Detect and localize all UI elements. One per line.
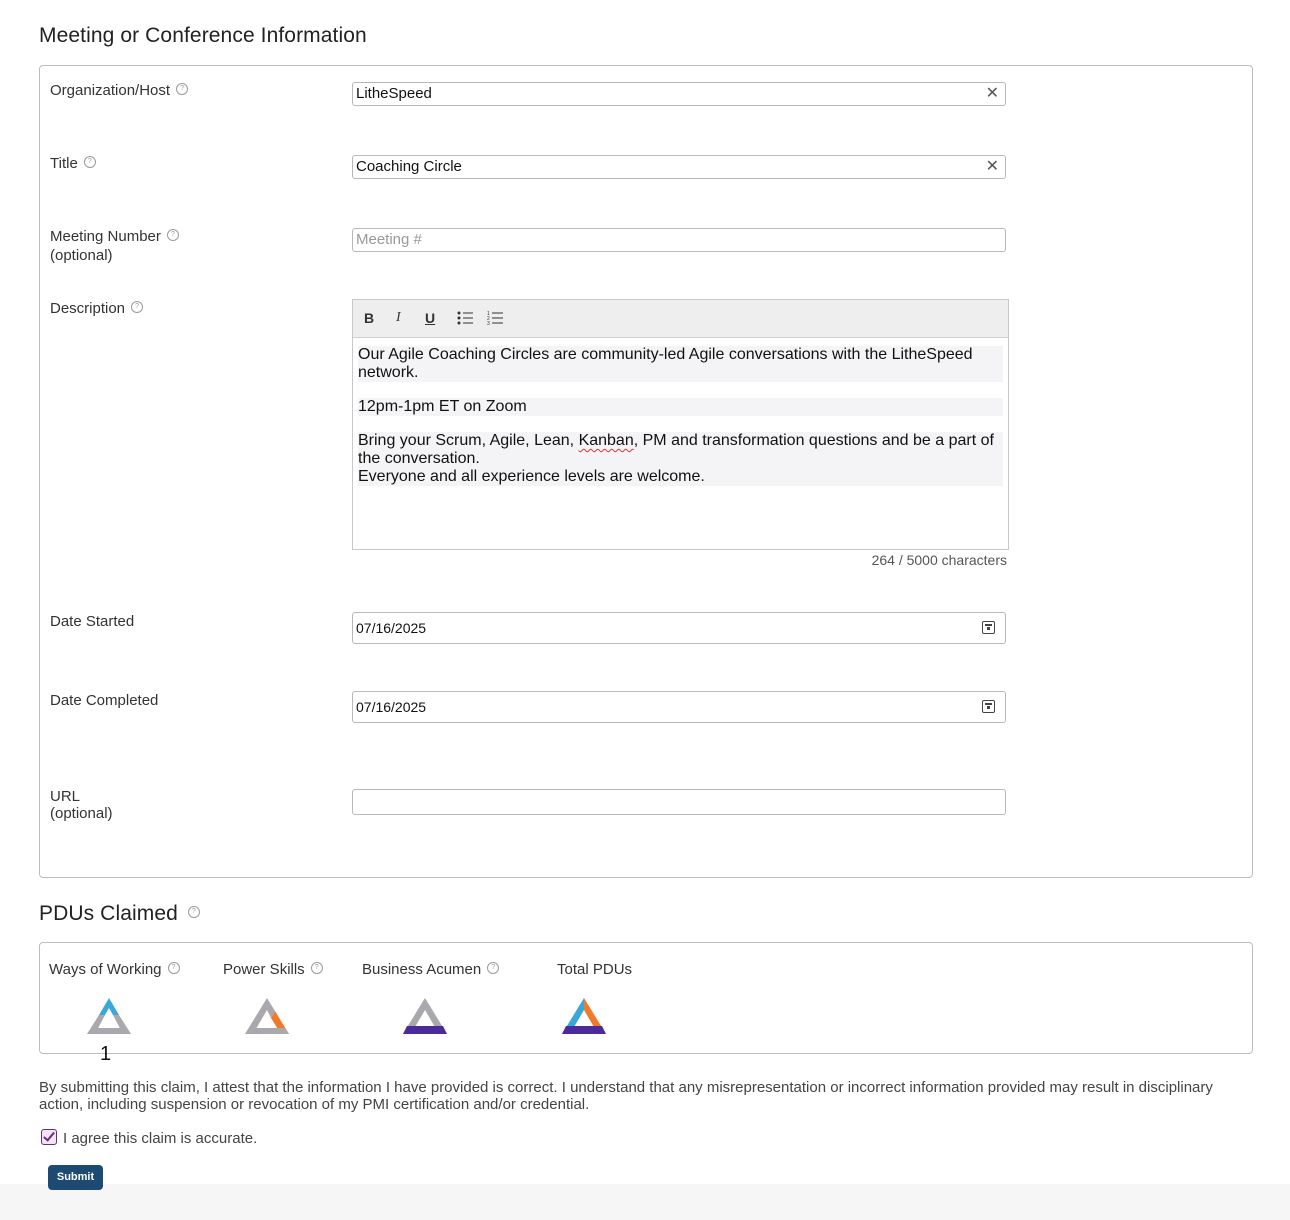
meeting-number-label-text: Meeting Number: [50, 228, 161, 245]
calendar-icon[interactable]: [982, 700, 995, 713]
ways-of-working-text: Ways of Working: [49, 961, 162, 978]
calendar-icon[interactable]: [982, 621, 995, 634]
pdus-title-text: PDUs Claimed: [39, 902, 178, 925]
ways-of-working-label: [49, 961, 180, 978]
pdu-panel: [39, 942, 1253, 1065]
meeting-number-placeholder: Meeting #: [356, 231, 422, 248]
svg-text:2: 2: [487, 316, 490, 322]
meeting-info-panel: [39, 65, 1253, 878]
bullet-list-button[interactable]: [457, 311, 473, 328]
description-editor[interactable]: [352, 299, 1009, 550]
description-paragraph: [358, 432, 1003, 486]
clear-icon[interactable]: ✕: [985, 85, 999, 102]
misspelled-word: Kanban: [578, 432, 634, 449]
date-started-label: Date Started: [50, 613, 135, 630]
agree-checkbox[interactable]: [41, 1129, 57, 1145]
attestation-text: By submitting this claim, I attest that the information I have provided is correct. I understand that any misrepresentation or incorrect information provided may result in disciplinary action, including suspension or revocation of my PMI certification and/or credential.: [39, 1079, 1213, 1113]
editor-toolbar: [353, 300, 1008, 338]
clear-icon[interactable]: ✕: [985, 158, 999, 175]
meeting-number-label: [50, 227, 179, 265]
numbered-list-icon: [487, 311, 503, 325]
title-label: [50, 154, 96, 173]
bullet-list-icon: [457, 311, 473, 325]
underline-button[interactable]: U: [425, 310, 436, 326]
power-skills-label: [223, 961, 323, 978]
total-pdus-label: Total PDUs: [557, 961, 633, 978]
power-skills-triangle-icon: [245, 996, 289, 1036]
description-text: Bring your Scrum, Agile, Lean,: [358, 432, 579, 449]
business-acumen-text: Business Acumen: [362, 961, 482, 978]
description-text: , PM and transformation questions and be a part of the conversation.: [358, 432, 994, 467]
power-skills-text: Power Skills: [223, 961, 305, 978]
meeting-number-input[interactable]: [352, 228, 1006, 252]
help-icon[interactable]: ?: [487, 962, 499, 974]
description-label-text: Description: [50, 300, 126, 317]
title-label-text: Title: [50, 155, 78, 172]
editor-content[interactable]: [353, 338, 1008, 486]
description-text: Everyone and all experience levels are welcome.: [358, 468, 705, 485]
date-started-input[interactable]: [352, 612, 1006, 644]
description-paragraph: 12pm-1pm ET on Zoom: [358, 398, 1003, 416]
ways-of-working-value: 1: [100, 1043, 112, 1065]
url-label-text: URL: [50, 788, 81, 805]
url-input[interactable]: [352, 789, 1006, 815]
url-label: [50, 788, 113, 822]
optional-text: (optional): [50, 247, 113, 264]
title-value: Coaching Circle: [356, 158, 462, 175]
section-title-pdus: [39, 902, 200, 926]
help-icon[interactable]: ?: [311, 962, 323, 974]
svg-text:1: 1: [487, 311, 490, 317]
org-label: [50, 81, 188, 100]
submit-button[interactable]: Submit: [48, 1165, 103, 1190]
date-completed-input[interactable]: [352, 691, 1006, 723]
date-completed-value: 07/16/2025: [356, 699, 427, 715]
business-acumen-label: [362, 961, 499, 978]
org-value: LitheSpeed: [356, 85, 432, 102]
bold-button[interactable]: B: [364, 310, 375, 326]
character-count: 264 / 5000 characters: [871, 552, 1007, 568]
help-icon[interactable]: ?: [131, 301, 143, 313]
title-input[interactable]: [352, 155, 1006, 179]
org-label-text: Organization/Host: [50, 82, 171, 99]
ways-of-working-triangle-icon: [87, 996, 131, 1036]
optional-text: (optional): [50, 805, 113, 822]
org-input[interactable]: [352, 82, 1006, 106]
total-pdus-triangle-icon: [562, 996, 606, 1036]
date-completed-label: Date Completed: [50, 692, 159, 709]
business-acumen-triangle-icon: [403, 996, 447, 1036]
numbered-list-button[interactable]: [487, 311, 503, 328]
date-started-value: 07/16/2025: [356, 620, 427, 636]
help-icon[interactable]: ?: [168, 962, 180, 974]
italic-button[interactable]: I: [396, 310, 401, 325]
agree-label[interactable]: I agree this claim is accurate.: [63, 1130, 258, 1147]
help-icon[interactable]: ?: [167, 229, 179, 241]
help-icon[interactable]: ?: [188, 906, 200, 918]
help-icon[interactable]: ?: [176, 83, 188, 95]
description-label: [50, 299, 143, 318]
page-footer-band: [0, 1184, 1290, 1220]
svg-text:3: 3: [487, 321, 490, 325]
description-paragraph: Our Agile Coaching Circles are community-led Agile conversations with the LitheSpeed network.: [358, 346, 1003, 382]
help-icon[interactable]: ?: [84, 156, 96, 168]
section-title-meeting: Meeting or Conference Information: [39, 24, 367, 47]
